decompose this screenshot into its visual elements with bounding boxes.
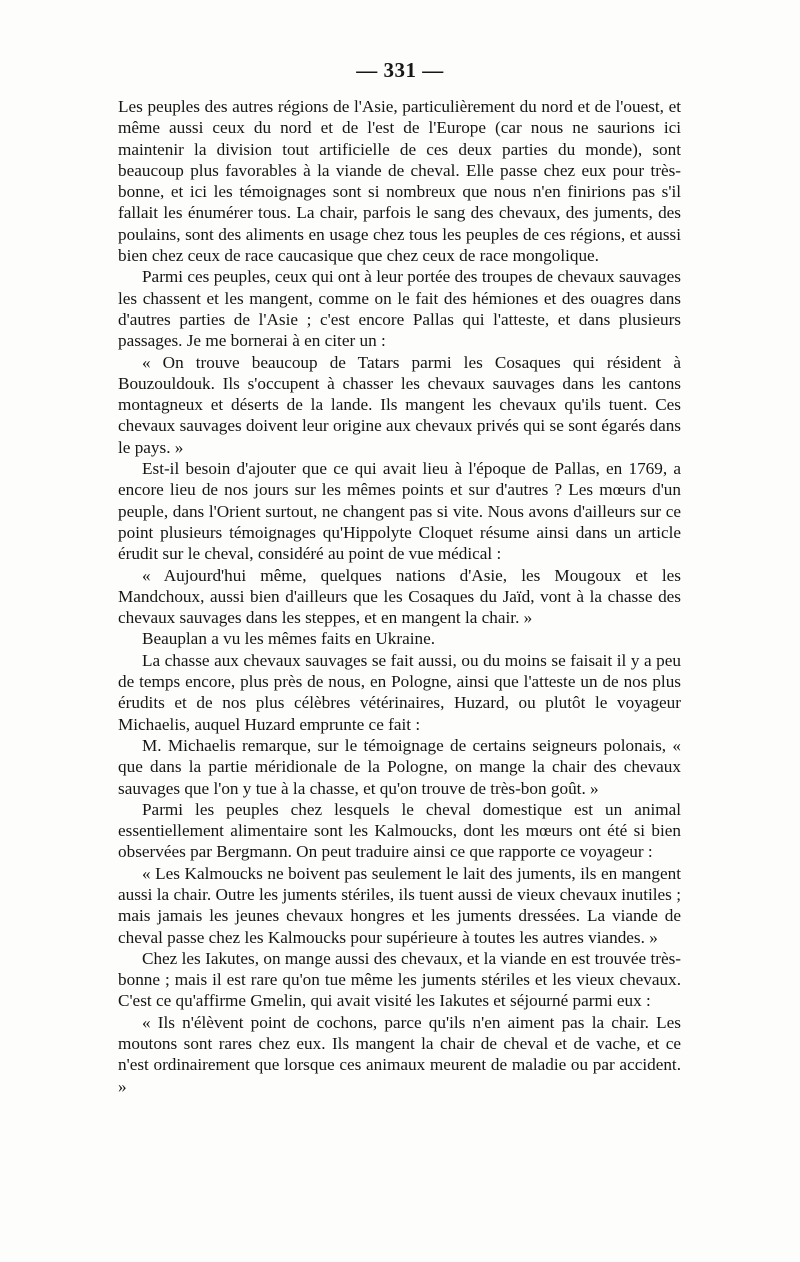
- paragraph-beauplan: Beauplan a vu les mêmes faits en Ukraine.: [142, 629, 436, 649]
- paragraph-iakutes: Chez les Iakutes, on mange aussi des chevaux, et la viande en est trouvée très-bonne ; mais il est rare qu'on tue même les juments stériles et les vieux chevaux. C'est ce qu'affirme Gmelin, qui avait visité les Iakutes et séjourné parmi eux :: [118, 948, 681, 1011]
- paragraph-pologne: La chasse aux chevaux sauvages se fait aussi, ou du moins se faisait il y a peu de temps encore, plus près de nous, en Pologne, ainsi que l'atteste un de nos plus érudits et de nos plus célèbres vétérinaires, Huzard, ou plutôt le voyageur Michaelis, auquel Huzard emprunte ce fait :: [118, 650, 681, 734]
- quote-pallas: « On trouve beaucoup de Tatars parmi les Cosaques qui résident à Bouzouldouk. Ils s'occupent à chasser les chevaux sauvages dans les cantons montagneux et déserts de la lande. Ils mangent les chevaux qu'ils tuent. Ces chevaux sauvages doivent leur origine aux chevaux privés qui se sont égarés dans le pays. »: [118, 352, 681, 457]
- page-number: — 331 —: [356, 58, 444, 82]
- paragraph-kalmoucks: Parmi les peuples chez lesquels le cheval domestique est un animal essentiellement alimentaire sont les Kalmoucks, dont les mœurs ont été si bien observées par Bergmann. On peut traduire ainsi ce que rapporte ce voyageur :: [118, 799, 681, 862]
- paragraph-1: Les peuples des autres régions de l'Asie, particulièrement du nord et de l'ouest, et même aussi ceux du nord et de l'est de l'Europe (car nous ne saurions ici maintenir la division tout artificielle de ces deux parties du monde), sont beaucoup plus favorables à la viande de cheval. Elle passe chez eux pour très-bonne, et ici les témoignages sont si nombreux que nous n'en finirions pas s'il fallait les énumérer tous. La chair, parfois le sang des chevaux, des juments, des poulains, sont des aliments en usage chez tous les peuples de ces régions, et aussi bien chez ceux de race caucasique que chez ceux de race mongolique.: [118, 97, 681, 266]
- paragraph-michaelis: M. Michaelis remarque, sur le témoignage de certains seigneurs polonais, « que dans la partie méridionale de la Pologne, on mange la chair des chevaux sauvages que l'on y tue à la chasse, et qu'on trouve de très-bon goût. »: [118, 735, 681, 798]
- quote-bergmann: « Les Kalmoucks ne boivent pas seulement le lait des juments, ils en mangent aussi la chair. Outre les juments stériles, ils tuent aussi de vieux chevaux inutiles ; mais jamais les jeunes chevaux hongres et les juments dressées. La viande de cheval passe chez les Kalmoucks pour supérieure à toutes les autres viandes. »: [118, 863, 681, 947]
- quote-gmelin: « Ils n'élèvent point de cochons, parce qu'ils n'en aiment pas la chair. Les moutons sont rares chez eux. Ils mangent la chair de cheval et de vache, et ce n'est ordinairement que lorsque ces animaux meurent de maladie ou par accident. »: [118, 1012, 681, 1096]
- paragraph-3: Est-il besoin d'ajouter que ce qui avait lieu à l'époque de Pallas, en 1769, a encore lieu de nos jours sur les mêmes points et sur d'autres ? Les mœurs d'un peuple, dans l'Orient surtout, ne changent pas si vite. Nous avons d'ailleurs sur ce point plusieurs témoignages qu'Hippolyte Cloquet résume ainsi dans un article érudit sur le cheval, considéré au point de vue médical :: [118, 459, 681, 564]
- quote-cloquet: « Aujourd'hui même, quelques nations d'Asie, les Mougoux et les Mandchoux, aussi bien d'ailleurs que les Cosaques du Jaïd, vont à la chasse des chevaux sauvages dans les steppes, et en mangent la chair. »: [118, 565, 681, 628]
- body-text: [118, 96, 681, 1097]
- paragraph-2: Parmi ces peuples, ceux qui ont à leur portée des troupes de chevaux sauvages les chassent et les mangent, comme on le fait des hémiones et des ouagres dans d'autres parties de l'Asie ; c'est encore Pallas qui l'atteste, et dans plusieurs passages. Je me bornerai à en citer un :: [118, 267, 681, 351]
